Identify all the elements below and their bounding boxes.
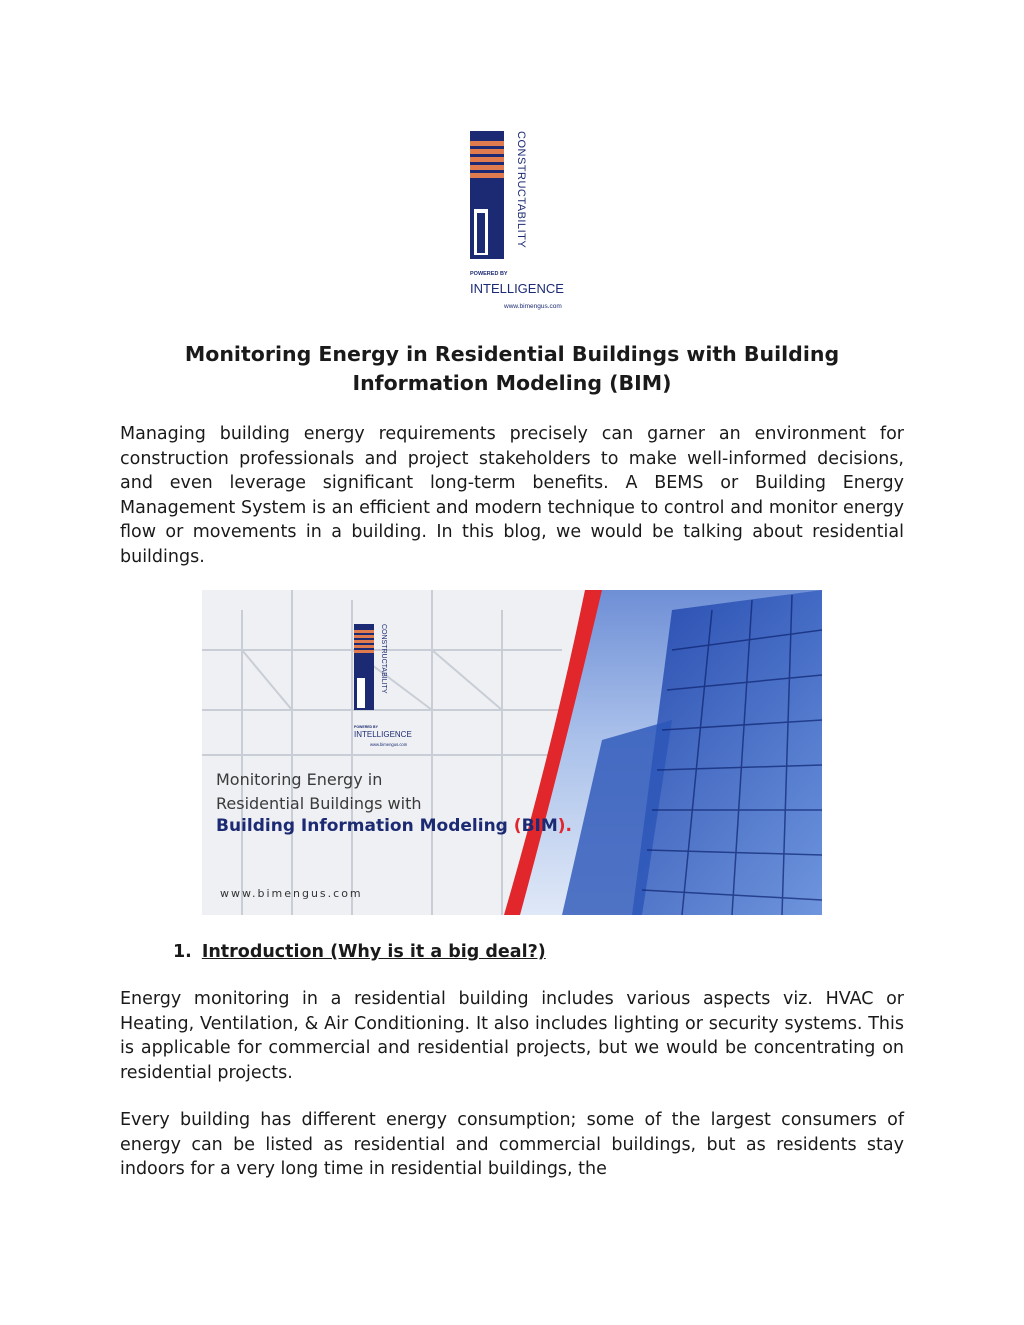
banner-line-2: Residential Buildings with <box>216 794 422 813</box>
banner-logo-powered-by: POWERED BY <box>354 725 378 729</box>
body-paragraph: Energy monitoring in a residential building includes various aspects viz. HVAC or Heating, Ventilation, & Air Conditioning. It also includes lighting or security systems. This is applicable for commercial and residential projects, but we would be concentrating on residential projects. <box>120 989 904 1083</box>
banner-bim-text: Building Information Modeling <box>216 816 508 836</box>
banner-logo-stripe <box>354 640 374 643</box>
banner-logo-stripe <box>354 630 374 633</box>
banner-bim-abbr: BIM <box>521 816 558 836</box>
section-heading-link[interactable]: Introduction (Why is it a big deal?) <box>201 942 546 962</box>
banner-bim-line <box>216 816 572 836</box>
page-title: Monitoring Energy in Residential Buildings with Building Information Modeling (BIM) <box>184 342 840 395</box>
intro-paragraph: Managing building energy requirements precisely can garner an environment for construction professionals and project stakeholders to make well-informed decisions, and even leverage significant long-term benefits. A BEMS or Building Energy Management System is an efficient and modern technique to control and monitor energy flow or movements in a building. In this blog, we would be talking about residential buildings. <box>120 424 904 567</box>
logo-stripe <box>470 173 504 178</box>
constructability-logo <box>466 125 576 315</box>
logo-door <box>477 213 485 253</box>
logo-stripe <box>470 141 504 146</box>
logo-powered-by: POWERED BY <box>470 271 508 277</box>
banner-graphic <box>202 590 822 915</box>
banner-line-1: Monitoring Energy in <box>216 770 383 789</box>
banner-logo-stripe <box>354 635 374 638</box>
logo-intelligence: INTELLIGENCE <box>470 281 564 296</box>
banner-logo-url: www.bimengus.com <box>370 742 408 747</box>
logo-stripe <box>470 165 504 170</box>
logo-graphic <box>466 125 576 315</box>
banner-logo <box>352 620 414 750</box>
section-heading <box>173 940 546 964</box>
banner-url: www.bimengus.com <box>220 887 363 900</box>
banner-logo-stripe <box>354 645 374 648</box>
banner-logo-window <box>357 678 365 708</box>
banner-logo-stripe <box>354 650 374 653</box>
banner-logo-brand: CONSTRUCTABILITY <box>380 624 387 694</box>
logo-brand-text: CONSTRUCTABILITY <box>515 131 527 249</box>
banner-bim-open: ( <box>513 816 522 836</box>
body-paragraph: Every building has different energy consumption; some of the largest consumers of energy can be listed as residential and commercial buildings, but as residents stay indoors for a very long time in residential buildings, the <box>120 1110 904 1180</box>
banner-image <box>202 590 822 915</box>
banner-bim-close: ). <box>557 816 572 836</box>
banner-caption <box>216 768 422 816</box>
logo-url: www.bimengus.com <box>504 303 562 310</box>
section-number: 1. <box>173 942 192 962</box>
logo-stripe <box>470 157 504 162</box>
banner-logo-intelligence: INTELLIGENCE <box>354 730 412 739</box>
logo-stripe <box>470 149 504 154</box>
